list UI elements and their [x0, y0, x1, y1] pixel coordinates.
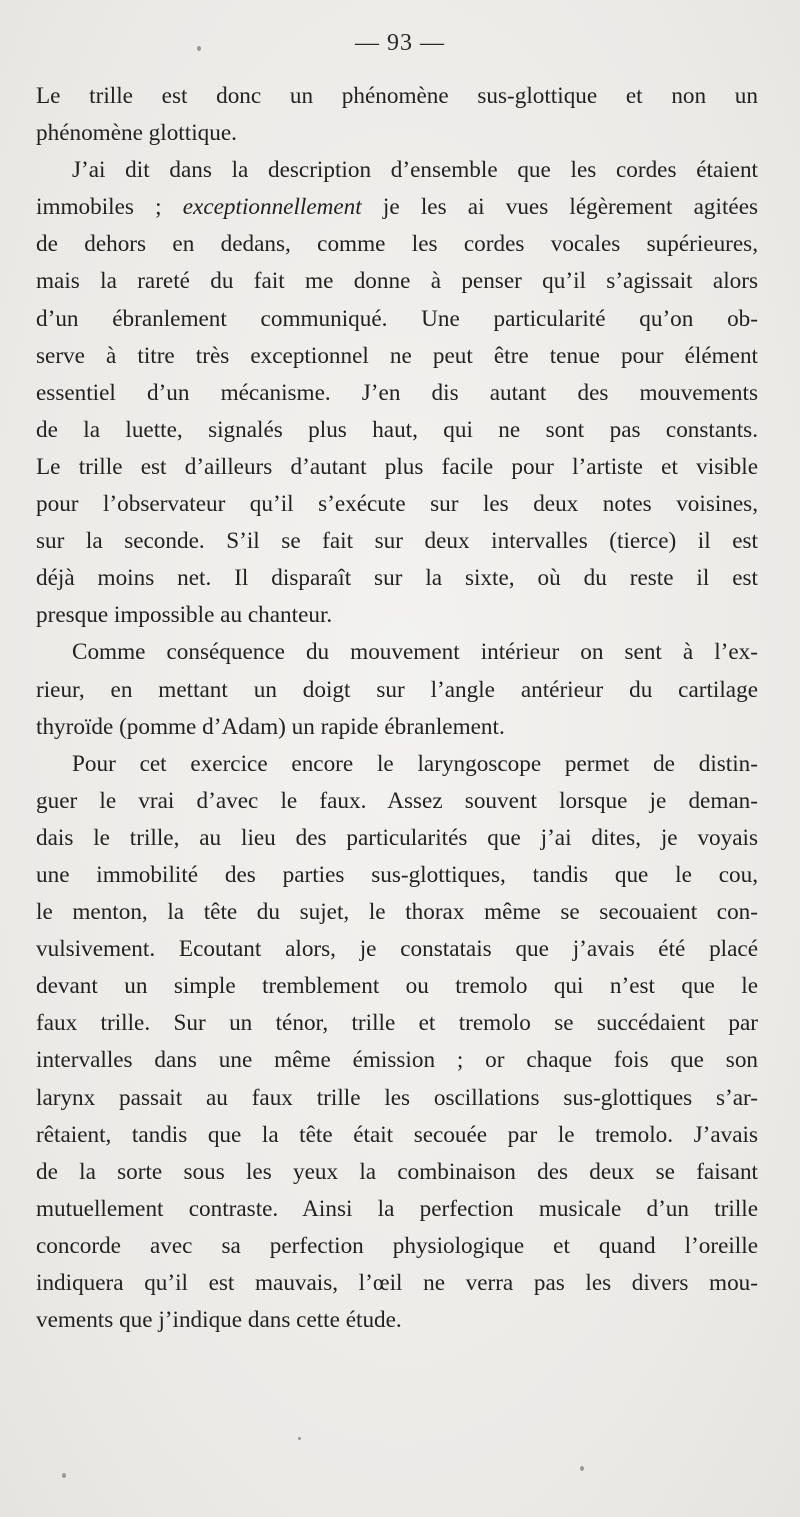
text-segment: immobiles ; — [36, 194, 183, 221]
text-line: de dehors en dedans, comme les cordes vocales supérieures, — [36, 231, 758, 258]
text-line — [36, 189, 758, 226]
text-line: une immobilité des parties sus-glottiques, tandis que le cou, — [36, 861, 758, 888]
text-line: mais la rareté du fait me donne à penser qu’il s’agissait alors — [36, 268, 758, 295]
text-line: concorde avec sa perfection physiologique et quand l’oreille — [36, 1232, 758, 1259]
text-line: vulsivement. Ecoutant alors, je constatais que j’avais été placé — [36, 936, 758, 963]
italic-word: exceptionnellement — [182, 194, 362, 221]
text-line: mutuellement contraste. Ainsi la perfection musicale d’un trille — [36, 1195, 758, 1222]
text-line: le menton, la tête du sujet, le thorax même se secouaient con- — [36, 899, 758, 926]
text-line: phénomène glottique. — [36, 120, 237, 147]
text-line: dais le trille, au lieu des particularités que j’ai dites, je voyais — [36, 824, 758, 851]
text-line: devant un simple tremblement ou tremolo qui n’est que le — [36, 973, 758, 1000]
text-line: rêtaient, tandis que la tête était secouée par le tremolo. J’avais — [36, 1121, 758, 1148]
text-line: J’ai dit dans la description d’ensemble que les cordes étaient — [72, 157, 758, 184]
text-line: intervalles dans une même émission ; or chaque fois que son — [36, 1047, 758, 1074]
body-text — [36, 78, 758, 1339]
text-line: presque impossible au chanteur. — [36, 602, 333, 629]
text-line: Comme conséquence du mouvement intérieur on sent à l’ex- — [72, 639, 758, 666]
paper-speck — [298, 1437, 301, 1440]
text-line: pour l’observateur qu’il s’exécute sur les deux notes voisines, — [36, 491, 758, 518]
text-line: sur la seconde. S’il se fait sur deux intervalles (tierce) il est — [36, 528, 758, 555]
text-line: rieur, en mettant un doigt sur l’angle antérieur du cartilage — [36, 676, 758, 703]
text-line: larynx passait au faux trille les oscillations sus-glottiques s’ar- — [36, 1084, 758, 1111]
text-line: d’un ébranlement communiqué. Une particularité qu’on ob- — [36, 305, 758, 332]
page-number: — 93 — — [355, 30, 445, 56]
text-line: Le trille est donc un phénomène sus-glottique et non un — [36, 83, 758, 109]
text-line: serve à titre très exceptionnel ne peut être tenue pour élément — [36, 342, 758, 369]
text-line: Le trille est d’ailleurs d’autant plus facile pour l’artiste et visible — [36, 453, 758, 480]
paper-speck — [62, 1473, 66, 1478]
text-line: Pour cet exercice encore le laryngoscope permet de distin- — [72, 750, 758, 777]
paper-speck — [197, 46, 201, 51]
text-segment: je les ai vues légèrement agitées — [361, 194, 759, 221]
text-line: de la sorte sous les yeux la combinaison des deux se faisant — [36, 1158, 758, 1185]
text-line: essentiel d’un mécanisme. J’en dis autant des mouvements — [36, 379, 758, 406]
text-line: indiquera qu’il est mauvais, l’œil ne verra pas les divers mou- — [36, 1270, 758, 1296]
paper-speck — [580, 1466, 584, 1471]
text-line: déjà moins net. Il disparaît sur la sixte, où du reste il est — [36, 565, 758, 592]
text-line: guer le vrai d’avec le faux. Assez souvent lorsque je deman- — [36, 787, 758, 814]
text-line: thyroïde (pomme d’Adam) un rapide ébranlement. — [36, 713, 505, 740]
text-line: de la luette, signalés plus haut, qui ne sont pas constants. — [36, 416, 758, 443]
text-line: vements que j’indique dans cette étude. — [36, 1307, 402, 1334]
text-line: faux trille. Sur un ténor, trille et tremolo se succédaient par — [36, 1010, 758, 1037]
